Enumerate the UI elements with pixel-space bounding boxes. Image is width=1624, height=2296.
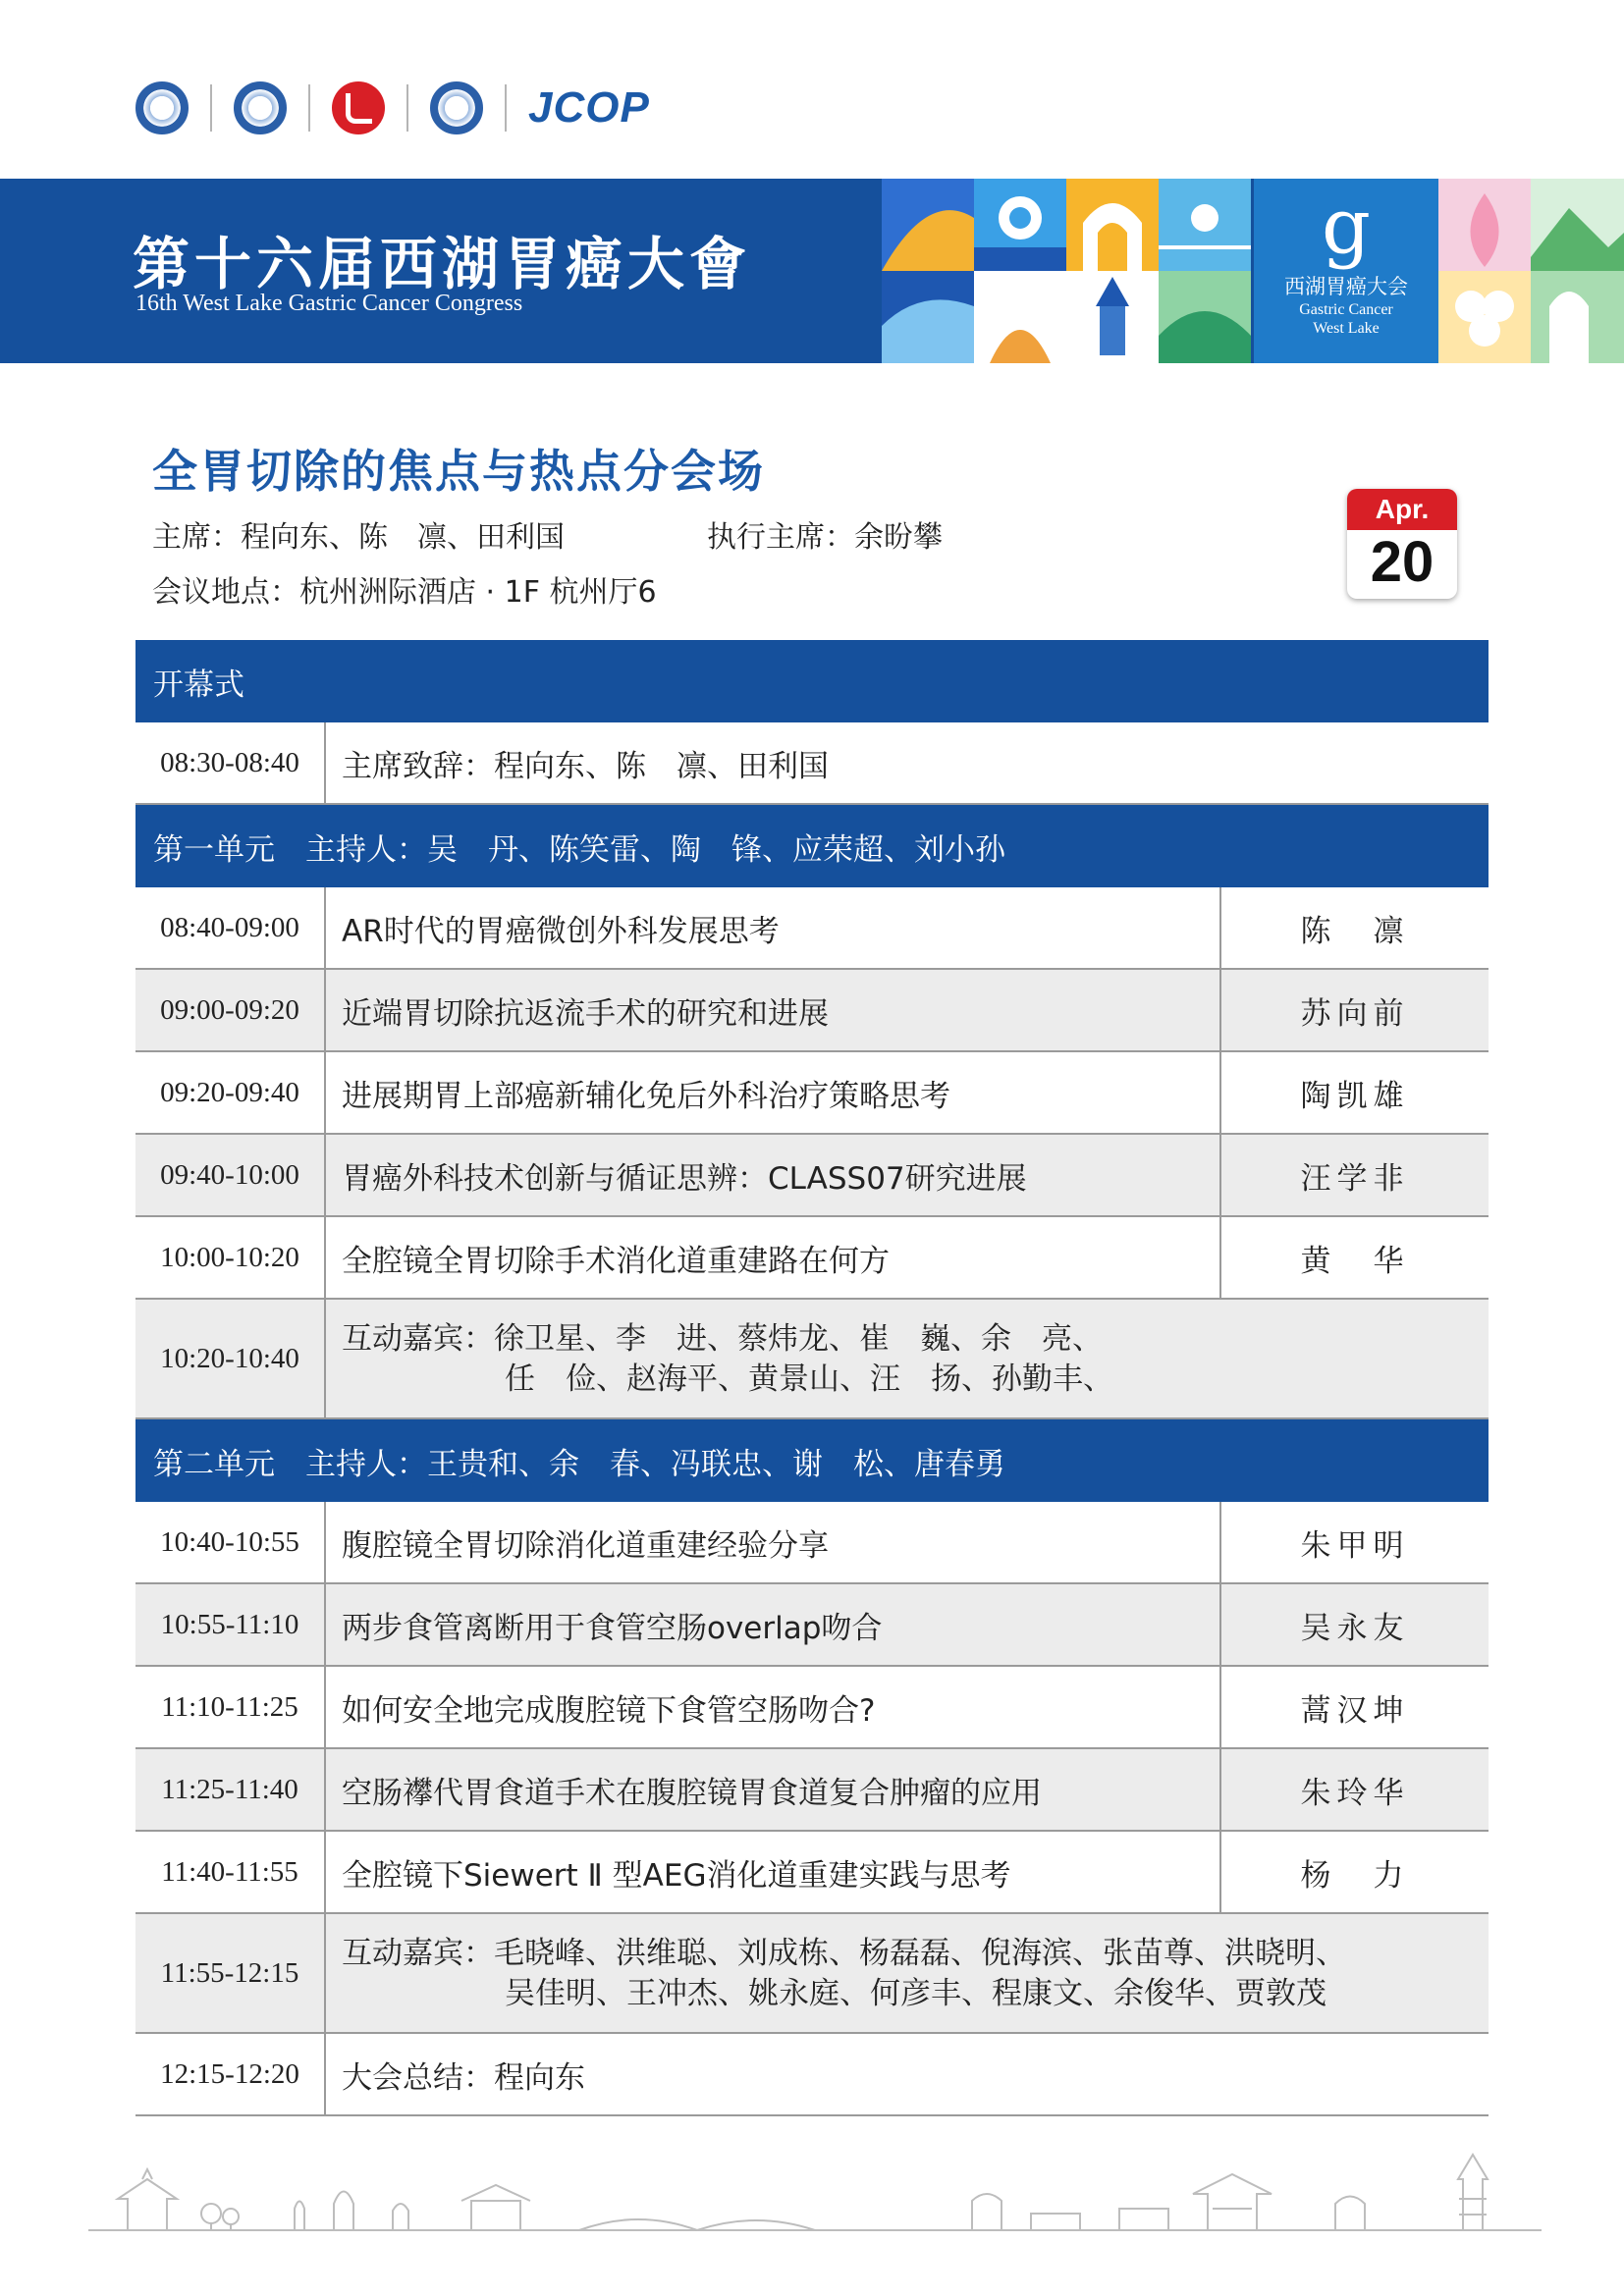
row-topic: 全腔镜全胃切除手术消化道重建路在何方 [342, 1243, 890, 1279]
guests-line-2: 吴佳明、王冲杰、姚永庭、何彦丰、程康文、余俊华、贾敦茂 [505, 1976, 1326, 2011]
brand-name-en-2: West Lake [1313, 320, 1380, 337]
west-lake-skyline-icon [88, 2140, 1542, 2238]
row-topic: 空肠襻代胃食道手术在腹腔镜胃食道复合肿瘤的应用 [342, 1775, 1042, 1811]
row-time: 08:30-08:40 [135, 722, 326, 803]
table-row [135, 1667, 1489, 1749]
table-row [135, 1135, 1489, 1217]
opening-header-label: 开幕式 [153, 667, 244, 703]
banner-mosaic [882, 179, 1624, 363]
sponsor-logos [135, 79, 650, 137]
table-row [135, 1502, 1489, 1584]
row-topic: 近端胃切除抗返流手术的研究和进展 [342, 995, 829, 1032]
table-row [135, 1584, 1489, 1667]
unit1-header [135, 805, 1489, 887]
guests-line-2: 任 俭、赵海平、黄景山、汪 扬、孙勤丰、 [505, 1362, 1113, 1397]
table-row [135, 1217, 1489, 1300]
row-topic: 主席致辞：程向东、陈 凛、田利国 [342, 748, 829, 784]
row-speaker: 苏向前 [1219, 970, 1489, 1050]
row-speaker: 吴永友 [1219, 1584, 1489, 1665]
logo-divider [505, 84, 507, 132]
row-time: 09:20-09:40 [135, 1052, 326, 1133]
unit1-header-label: 第一单元 主持人：吴 丹、陈笑雷、陶 锋、应荣超、刘小孙 [153, 831, 1005, 868]
unit2-header-label: 第二单元 主持人：王贵和、余 春、冯联忠、谢 松、唐春勇 [153, 1446, 1005, 1482]
table-row [135, 2034, 1489, 2116]
row-topic: 腹腔镜全胃切除消化道重建经验分享 [342, 1527, 829, 1564]
date-month: Apr. [1347, 489, 1457, 530]
session-venue: 会议地点：杭州洲际酒店 · 1F 杭州厅6 [152, 575, 657, 610]
row-speaker: 蒿汉坤 [1219, 1667, 1489, 1747]
date-badge [1347, 489, 1457, 599]
row-speaker: 陈 凛 [1219, 887, 1489, 968]
row-time: 08:40-09:00 [135, 887, 326, 968]
row-topic: 全腔镜下Siewert Ⅱ 型AEG消化道重建实践与思考 [342, 1857, 1011, 1894]
row-topic: 如何安全地完成腹腔镜下食管空肠吻合? [342, 1692, 876, 1729]
brand-name-en-1: Gastric Cancer [1299, 301, 1393, 318]
row-speaker: 黄 华 [1219, 1217, 1489, 1298]
row-time: 09:40-10:00 [135, 1135, 326, 1215]
unit2-header [135, 1419, 1489, 1502]
guests-line-1: 互动嘉宾：徐卫星、李 进、蔡炜龙、崔 巍、余 亮、 [342, 1321, 1103, 1357]
row-speaker: 陶凯雄 [1219, 1052, 1489, 1133]
guests-list [326, 1300, 1489, 1417]
guests-row [135, 1914, 1489, 2034]
table-row [135, 970, 1489, 1052]
table-row [135, 1749, 1489, 1832]
row-speaker: 朱甲明 [1219, 1502, 1489, 1582]
brand-letter: g [1322, 183, 1371, 271]
row-topic: AR时代的胃癌微创外科发展思考 [342, 913, 780, 949]
row-time: 11:10-11:25 [135, 1667, 326, 1747]
date-day: 20 [1370, 530, 1435, 594]
guests-line-1: 互动嘉宾：毛晓峰、洪维聪、刘成栋、杨磊磊、倪海滨、张苗尊、洪晓明、 [342, 1936, 1346, 1971]
logo-divider [406, 84, 408, 132]
hospital-seal-logo [430, 81, 483, 134]
schedule-table [135, 640, 1489, 2116]
brand-name-cn: 西湖胃癌大会 [1284, 275, 1408, 298]
row-time: 11:55-12:15 [135, 1914, 326, 2032]
west-lake-brand-tile [1254, 179, 1438, 363]
row-time: 10:00-10:20 [135, 1217, 326, 1298]
guests-row [135, 1300, 1489, 1419]
row-time: 12:15-12:20 [135, 2034, 326, 2114]
row-speaker: 杨 力 [1219, 1832, 1489, 1912]
row-time: 09:00-09:20 [135, 970, 326, 1050]
session-title: 全胃切除的焦点与热点分会场 [152, 445, 765, 498]
session-chairs: 主席：程向东、陈 凛、田利国 [152, 520, 565, 555]
mosaic-art [882, 179, 1624, 363]
logo-divider [210, 84, 212, 132]
table-row [135, 887, 1489, 970]
logo-divider [308, 84, 310, 132]
row-time: 11:25-11:40 [135, 1749, 326, 1830]
table-row [135, 1052, 1489, 1135]
session-executive-chair: 执行主席：余昐攀 [707, 520, 943, 555]
congress-title-en: 16th West Lake Gastric Cancer Congress [135, 291, 523, 316]
row-time: 10:55-11:10 [135, 1584, 326, 1665]
congress-title-cn: 第十六届西湖胃癌大會 [133, 231, 752, 297]
row-topic: 进展期胃上部癌新辅化免后外科治疗策略思考 [342, 1078, 950, 1114]
row-speaker: 汪学非 [1219, 1135, 1489, 1215]
society-seal-logo [135, 81, 189, 134]
table-row [135, 1832, 1489, 1914]
row-time: 11:40-11:55 [135, 1832, 326, 1912]
row-topic: 胃癌外科技术创新与循证思辨：CLASS07研究进展 [342, 1160, 1027, 1197]
row-topic: 大会总结：程向东 [342, 2059, 585, 2096]
row-time: 10:40-10:55 [135, 1502, 326, 1582]
guests-list [326, 1914, 1489, 2032]
association-seal-logo [234, 81, 287, 134]
row-topic: 两步食管离断用于食管空肠overlap吻合 [342, 1610, 883, 1646]
opening-header [135, 640, 1489, 722]
row-speaker: 朱玲华 [1219, 1749, 1489, 1830]
red-emblem-logo [332, 81, 385, 134]
jcop-logo: JCOP [528, 83, 650, 132]
table-row [135, 722, 1489, 805]
row-time: 10:20-10:40 [135, 1300, 326, 1417]
